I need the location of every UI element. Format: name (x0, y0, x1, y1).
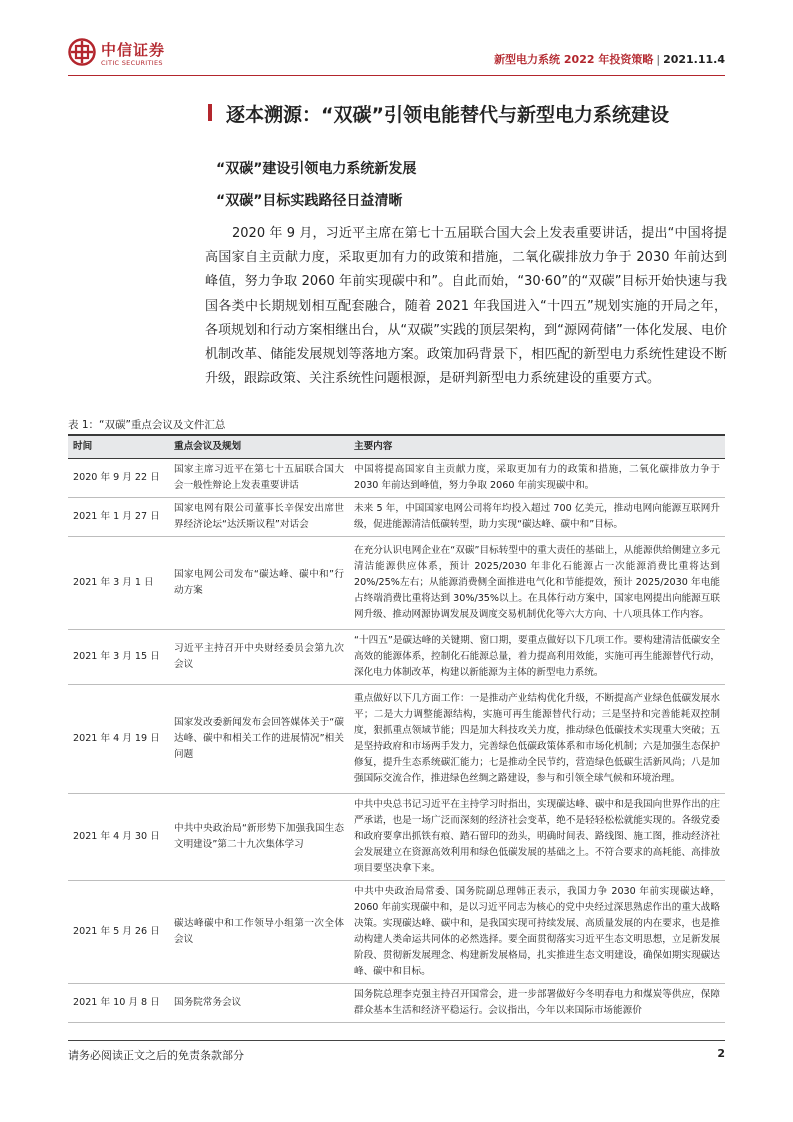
citic-logo-icon (68, 38, 96, 66)
cell-time: 2021 年 4 月 19 日 (68, 685, 169, 794)
header-report-info (494, 51, 725, 67)
header-content: 主要内容 (349, 435, 725, 459)
logo-text-cn: 中信证券 (101, 41, 166, 59)
body-paragraph: 2020 年 9 月，习近平主席在第七十五届联合国大会上发表重要讲话，提出“中国将提高国家自主贡献力度，采取更加有力的政策和措施，二氧化碳排放力争于 2030 年前达到峰值，努力争取 2060 年前实现碳中和”。自此而始，“30·60”的“双碳”目标开始快速与我国各类中长期规划相互配套融合，随着 2021 年我国进入“十四五”规划实施的开局之年，各项规划和行动方案相继出台，从“双碳”实践的顶层架构，到“源网荷储”一体化发展、电价机制改革、储能发展规划等落地方案。政策加码背景下，相匹配的新型电力系统性建设不断升级，跟踪政策、关注系统性问题根源，是研判新型电力系统建设的重要方式。 (205, 226, 727, 387)
table-row (68, 459, 725, 498)
cell-content: 中共中央总书记习近平在主持学习时指出，实现碳达峰、碳中和是我国向世界作出的庄严承诺，也是一场广泛而深刻的经济社会变革，绝不是轻轻松松就能实现的。各级党委和政府要拿出抓铁有痕、踏石留印的劲头，明确时间表、路线图、施工图，推动经济社会发展建立在资源高效利用和绿色低碳发展的基础之上。不符合要求的高耗能、高排放项目要坚决拿下来。 (349, 794, 725, 881)
cell-event: 国家电网有限公司董事长辛保安出席世界经济论坛“达沃斯议程”对话会 (169, 498, 349, 537)
section-title (206, 100, 669, 127)
table-row (68, 498, 725, 537)
cell-event: 碳达峰碳中和工作领导小组第一次全体会议 (169, 881, 349, 984)
cell-event: 国家发改委新闻发布会回答媒体关于“碳达峰、碳中和相关工作的进展情况”相关问题 (169, 685, 349, 794)
report-date: 2021.11.4 (663, 53, 725, 66)
cell-event: 习近平主持召开中央财经委员会第九次会议 (169, 630, 349, 685)
cell-time: 2021 年 3 月 1 日 (68, 537, 169, 630)
cell-event: 中共中央政治局“新形势下加强我国生态文明建设”第二十九次集体学习 (169, 794, 349, 881)
cell-time: 2021 年 4 月 30 日 (68, 794, 169, 881)
table-row (68, 881, 725, 984)
cell-time: 2021 年 10 月 8 日 (68, 984, 169, 1023)
page-number: 2 (717, 1047, 725, 1060)
subsection-title: “双碳”建设引领电力系统新发展 (216, 161, 417, 177)
cell-event: 国务院常务会议 (169, 984, 349, 1023)
footer-divider (68, 1040, 725, 1041)
header-separator: | (656, 53, 661, 66)
cell-content: 未来 5 年，中国国家电网公司将年均投入超过 700 亿美元，推动电网向能源互联网升级，促进能源清洁低碳转型，助力实现“碳达峰、碳中和”目标。 (349, 498, 725, 537)
cell-time: 2021 年 1 月 27 日 (68, 498, 169, 537)
header-divider (68, 75, 725, 76)
citic-logo (68, 37, 188, 73)
cell-time: 2020 年 9 月 22 日 (68, 459, 169, 498)
table-row (68, 685, 725, 794)
section-title-text: 逐本溯源：“双碳”引领电能替代与新型电力系统建设 (226, 104, 669, 126)
cell-content: 中国将提高国家自主贡献力度，采取更加有力的政策和措施，二氧化碳排放力争于 2030 年前达到峰值，努力争取 2060 年前实现碳中和。 (349, 459, 725, 498)
table-header-row (68, 435, 725, 459)
cell-time: 2021 年 3 月 15 日 (68, 630, 169, 685)
page-header (68, 37, 725, 77)
cell-event: 国家电网公司发布“碳达峰、碳中和”行动方案 (169, 537, 349, 630)
cell-content: 重点做好以下几方面工作：一是推动产业结构优化升级，不断提高产业绿色低碳发展水平；二是大力调整能源结构，实施可再生能源替代行动；三是坚持和完善能耗双控制度，狠抓重点领域节能；四是加大科技攻关力度，推动绿色低碳技术实现重大突破；五是坚持政府和市场两手发力，完善绿色低碳政策体系和市场化机制；六是加强生态保护修复，提升生态系统碳汇能力；七是推动全民节约，营造绿色低碳生活新风尚；八是加强国际交流合作，推进绿色丝绸之路建设，参与和引领全球气候和环境治理。 (349, 685, 725, 794)
report-title: 新型电力系统 2022 年投资策略 (494, 53, 654, 66)
table-row (68, 984, 725, 1023)
cell-content: 中共中央政治局常委、国务院副总理韩正表示，我国力争 2030 年前实现碳达峰，2060 年前实现碳中和，是以习近平同志为核心的党中央经过深思熟虑作出的重大战略决策。实现碳达峰、碳中和，是我国实现可持续发展、高质量发展的内在要求，也是推动构建人类命运共同体的必然选择。要全面贯彻落实习近平生态文明思想，立足新发展阶段、贯彻新发展理念、构建新发展格局，扎实推进生态文明建设，确保如期实现碳达峰、碳中和目标。 (349, 881, 725, 984)
subsubsection-title: “双碳”目标实践路径日益清晰 (216, 193, 403, 209)
cell-event: 国家主席习近平在第七十五届联合国大会一般性辩论上发表重要讲话 (169, 459, 349, 498)
table-row (68, 630, 725, 685)
cell-content: 国务院总理李克强主持召开国常会，进一步部署做好今冬明春电力和煤炭等供应，保障群众基本生活和经济平稳运行。会议指出，今年以来国际市场能源价 (349, 984, 725, 1023)
cell-content: “十四五”是碳达峰的关键期、窗口期，要重点做好以下几项工作。要构建清洁低碳安全高效的能源体系，控制化石能源总量，着力提高利用效能，实施可再生能源替代行动，深化电力体制改革，构建以新能源为主体的新型电力系统。 (349, 630, 725, 685)
header-event: 重点会议及规划 (169, 435, 349, 459)
cell-time: 2021 年 5 月 26 日 (68, 881, 169, 984)
footer-disclaimer: 请务必阅读正文之后的免责条款部分 (68, 1049, 244, 1062)
logo-text-en: CITIC SECURITIES (101, 59, 163, 67)
cell-content: 在充分认识电网企业在“双碳”目标转型中的重大责任的基础上，从能源供给侧建立多元清洁能源供应体系，预计 2025/2030 年非化石能源占一次能源消费比重将达到 20%/25%左右；从能源消费侧全面推进电气化和节能提效，预计 2025/2030 年电能占终端消费比重将达到 30%/35%以上。在具体行动方案中，国家电网提出向能源互联网升级、推动网源协调发展及调度交易机制优化等六大方向、十八项具体工作内容。 (349, 537, 725, 630)
policy-summary-table (68, 434, 725, 1023)
table-row (68, 537, 725, 630)
table-row (68, 794, 725, 881)
header-time: 时间 (68, 435, 169, 459)
table-caption: 表 1：“双碳”重点会议及文件汇总 (68, 419, 226, 431)
